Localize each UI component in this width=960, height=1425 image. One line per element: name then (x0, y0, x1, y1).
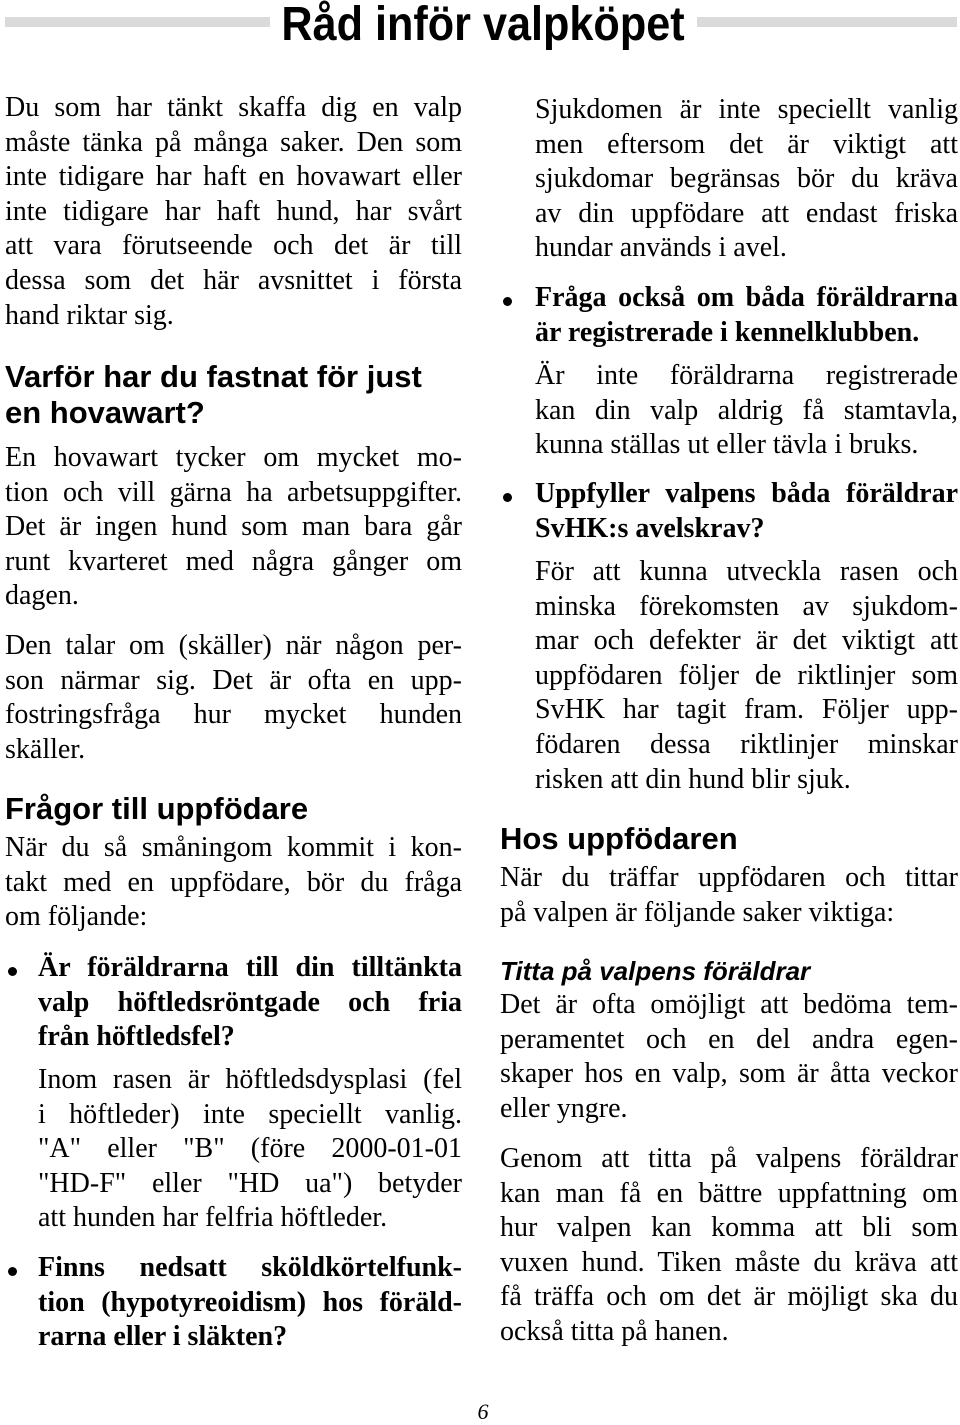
paragraph-line: hur valpen kan komma att bli som (500, 1212, 958, 1244)
paragraph-line: måste tänka på många saker. Den som (5, 126, 462, 158)
paragraph-line: av din uppfödare att endast friska (535, 197, 958, 229)
heading-line: Hos uppfödaren (500, 821, 738, 856)
subheading-line: Titta på valpens föräldrar (500, 956, 811, 986)
paragraph-line: om följande: (5, 901, 148, 933)
temperament-paragraph (500, 988, 958, 1126)
paragraph-line: "A" eller "B" (före 2000-01-01 (38, 1133, 462, 1165)
bullet-icon (503, 297, 512, 306)
thyroid-answer-paragraph (535, 93, 958, 266)
heading-line: Varför har du fastnat för just (5, 359, 422, 394)
paragraph-line: kunna ställas ut eller tävla i bruks. (535, 429, 919, 461)
paragraph-line: Du som har tänkt skaffa dig en valp (5, 92, 462, 123)
bullet-question-line: är registrerade i kennelklubben. (535, 316, 920, 348)
bullet-question-line: från höftledsfel? (38, 1021, 235, 1053)
paragraph-line: takt med en uppfödare, bör du fråga (5, 866, 462, 898)
paragraph-line: få träffa och om det är möjligt ska du (500, 1281, 958, 1313)
paragraph-line: uppfödaren följer de riktlinjer som (535, 659, 958, 691)
bullet-question-line: Fråga också om båda föräldrarna (535, 282, 958, 313)
paragraph-line: skäller. (5, 733, 86, 765)
paragraph-line: En hovawart tycker om mycket mo- (5, 442, 462, 473)
paragraph-line: inte tidigare har haft hund, har svårt (5, 195, 462, 227)
heading-line: Frågor till uppfödare (5, 791, 309, 826)
paragraph-line: Inom rasen är höftledsdysplasi (fel (38, 1064, 462, 1095)
hip-answer-paragraph (38, 1063, 462, 1236)
heading-line: en hovawart? (5, 395, 205, 430)
bullet-question-registered (535, 281, 958, 350)
paragraph-line: kan din valp aldrig få stamtavla, (535, 394, 958, 426)
paragraph-line: fostringsfråga hur mycket hunden (5, 699, 462, 731)
bullet-question-line: tion (hypotyreoidism) hos föräld- (38, 1286, 462, 1318)
paragraph-line: inte tidigare har haft en hovawart eller (5, 161, 462, 193)
bullet-icon (503, 493, 512, 502)
paragraph-line: Är inte föräldrarna registrerade (535, 360, 958, 391)
paragraph-line: att vara förutseende och det är till (5, 230, 462, 262)
section-heading-questions (5, 791, 462, 827)
visit-paragraph (500, 861, 958, 930)
paragraph-line: födaren dessa riktlinjer minskar (535, 728, 958, 760)
bullet-question-thyroid (38, 1251, 462, 1355)
intro-paragraph (5, 91, 462, 333)
paragraph-line: mar och defekter är det viktigt att (535, 625, 958, 657)
bullet-icon (8, 1267, 17, 1276)
paragraph-line: hand riktar sig. (5, 299, 174, 331)
paragraph-line: SvHK har tagit fram. Följer upp- (535, 694, 958, 726)
paragraph-line: För att kunna utveckla rasen och (535, 556, 958, 587)
paragraph-line: son närmar sig. Det är ofta en upp- (5, 664, 462, 696)
paragraph-line: vuxen hund. Tiken måste du kräva att (500, 1246, 958, 1278)
paragraph-line: "HD-F" eller "HD ua") betyder (38, 1167, 462, 1199)
bullet-question-line: Är föräldrarna till din tilltänkta (38, 952, 462, 983)
paragraph-line: runt kvarteret med några gånger om (5, 545, 462, 577)
paragraph-line: kan man få en bättre uppfattning om (500, 1177, 958, 1209)
paragraph-line: skaper hos en valp, som är åtta veckor (500, 1058, 958, 1090)
bullet-question-breeding (535, 477, 958, 546)
paragraph-line: eller yngre. (500, 1092, 628, 1124)
page-number: 6 (477, 1399, 489, 1424)
paragraph-line: Det är ofta omöjligt att bedöma tem- (500, 989, 958, 1020)
bullet-question-line: SvHK:s avelskrav? (535, 512, 765, 544)
motion-paragraph (5, 441, 462, 614)
parents-paragraph (500, 1142, 958, 1350)
bullet-question-line: rarna eller i släkten? (38, 1321, 288, 1353)
paragraph-line: också titta på hanen. (500, 1315, 729, 1347)
bullet-question-line: valp höftledsröntgade och fria (38, 986, 462, 1018)
paragraph-line: När du träffar uppfödaren och tittar (500, 862, 958, 893)
paragraph-line: i höftleder) inte speciellt vanlig. (38, 1098, 462, 1130)
paragraph-line: hundar används i avel. (535, 232, 787, 264)
registered-answer-paragraph (535, 359, 958, 463)
paragraph-line: sjukdomar begränsas bör du kräva (535, 163, 958, 195)
paragraph-line: minska förekomsten av sjukdom- (535, 590, 958, 622)
paragraph-line: peramentet och en del andra egen- (500, 1023, 958, 1055)
paragraph-line: dagen. (5, 580, 79, 612)
paragraph-line: dessa som det här avsnittet i första (5, 264, 462, 296)
subheading-parents (500, 955, 958, 987)
header-rule-left (5, 17, 270, 27)
bullet-icon (8, 967, 17, 976)
contact-paragraph (5, 831, 462, 935)
barking-paragraph (5, 629, 462, 767)
paragraph-line: Den talar om (skäller) när någon per- (5, 630, 462, 661)
paragraph-line: När du så småningom kommit i kon- (5, 832, 462, 863)
page-title: Råd inför valpköpet (281, 0, 685, 51)
section-heading-why-hovawart (5, 359, 462, 431)
paragraph-line: men eftersom det är viktigt att (535, 128, 958, 160)
paragraph-line: på valpen är följande saker viktiga: (500, 896, 895, 928)
header-rule-right (697, 17, 957, 27)
bullet-question-hip (38, 951, 462, 1055)
paragraph-line: tion och vill gärna ha arbetsuppgifter. (5, 476, 462, 508)
paragraph-line: Det är ingen hund som man bara går (5, 511, 462, 543)
bullet-question-line: Uppfyller valpens båda föräldrar (535, 478, 958, 509)
section-heading-breeder (500, 821, 958, 857)
paragraph-line: att hunden har felfria höftleder. (38, 1202, 388, 1234)
paragraph-line: Sjukdomen är inte speciellt vanlig (535, 94, 958, 125)
paragraph-line: Genom att titta på valpens föräldrar (500, 1143, 958, 1174)
paragraph-line: risken att din hund blir sjuk. (535, 763, 851, 795)
bullet-question-line: Finns nedsatt sköldkörtelfunk- (38, 1252, 462, 1283)
breeding-answer-paragraph (535, 555, 958, 797)
